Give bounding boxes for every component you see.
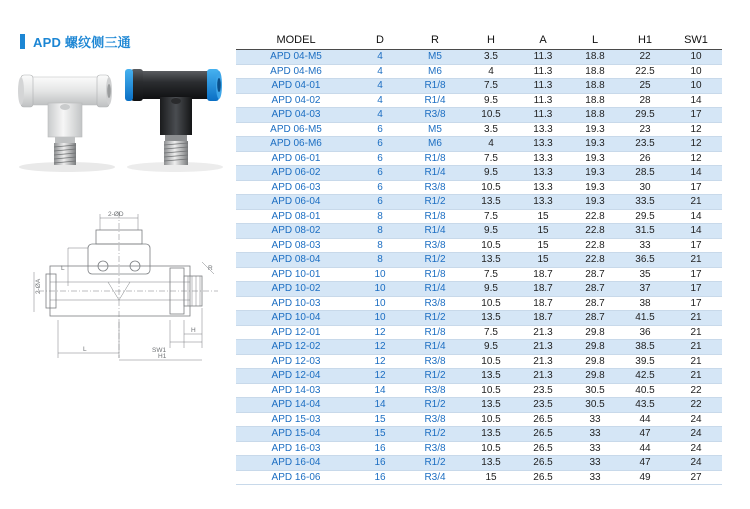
table-row	[236, 325, 722, 340]
label-diameter-d: 2-ØD	[108, 211, 124, 218]
cell-sw1: 27	[670, 470, 722, 485]
col-header-l: L	[570, 30, 620, 50]
cell-model: APD 08-01	[236, 209, 356, 224]
cell-model: APD 16-06	[236, 470, 356, 485]
cell-model: APD 15-03	[236, 412, 356, 427]
cell-r: R3/8	[404, 296, 466, 311]
cell-d: 6	[356, 166, 404, 181]
cell-model: APD 06-04	[236, 195, 356, 210]
cell-h: 7.5	[466, 79, 516, 94]
cell-model: APD 06-02	[236, 166, 356, 181]
cell-l: 29.8	[570, 354, 620, 369]
cell-sw1: 24	[670, 427, 722, 442]
cell-sw1: 14	[670, 209, 722, 224]
cell-model: APD 10-02	[236, 282, 356, 297]
table-row	[236, 282, 722, 297]
cell-r: R1/4	[404, 224, 466, 239]
cell-h: 10.5	[466, 238, 516, 253]
col-header-sw1: SW1	[670, 30, 722, 50]
table-row	[236, 137, 722, 152]
cell-d: 6	[356, 137, 404, 152]
cell-a: 18.7	[516, 267, 570, 282]
cell-d: 4	[356, 64, 404, 79]
cell-l: 33	[570, 470, 620, 485]
cell-h1: 33.5	[620, 195, 670, 210]
table-row	[236, 195, 722, 210]
table-row	[236, 296, 722, 311]
cell-d: 15	[356, 412, 404, 427]
cell-h: 10.5	[466, 441, 516, 456]
cell-r: R1/2	[404, 195, 466, 210]
cell-d: 8	[356, 253, 404, 268]
cell-a: 13.3	[516, 195, 570, 210]
cell-h: 4	[466, 64, 516, 79]
cell-model: APD 10-04	[236, 311, 356, 326]
cell-h: 7.5	[466, 151, 516, 166]
cell-r: R1/4	[404, 166, 466, 181]
cell-l: 28.7	[570, 282, 620, 297]
col-header-r: R	[404, 30, 466, 50]
table-row	[236, 151, 722, 166]
cell-model: APD 10-03	[236, 296, 356, 311]
cell-a: 11.3	[516, 93, 570, 108]
cell-h: 9.5	[466, 93, 516, 108]
cell-sw1: 12	[670, 122, 722, 137]
col-header-a: A	[516, 30, 570, 50]
cell-h: 10.5	[466, 354, 516, 369]
cell-model: APD 14-04	[236, 398, 356, 413]
cell-sw1: 12	[670, 151, 722, 166]
col-header-h: H	[466, 30, 516, 50]
cell-d: 4	[356, 79, 404, 94]
table-row	[236, 398, 722, 413]
cell-h: 9.5	[466, 166, 516, 181]
table-row	[236, 224, 722, 239]
spec-table	[236, 30, 722, 485]
cell-h: 3.5	[466, 122, 516, 137]
cell-model: APD 08-04	[236, 253, 356, 268]
label-l-vertical: L	[61, 265, 65, 272]
product-photo	[15, 55, 227, 175]
cell-h: 10.5	[466, 412, 516, 427]
cell-model: APD 06-03	[236, 180, 356, 195]
cell-d: 4	[356, 108, 404, 123]
cell-model: APD 12-03	[236, 354, 356, 369]
cell-model: APD 06-M5	[236, 122, 356, 137]
cell-sw1: 24	[670, 441, 722, 456]
label-diameter-a: 2-ØA	[35, 278, 42, 294]
cell-sw1: 17	[670, 108, 722, 123]
cell-l: 30.5	[570, 398, 620, 413]
title-text: APD 螺纹侧三通	[33, 34, 131, 50]
cell-model: APD 14-03	[236, 383, 356, 398]
cell-d: 14	[356, 398, 404, 413]
cell-r: R1/2	[404, 456, 466, 471]
cell-h1: 22	[620, 50, 670, 65]
cell-l: 33	[570, 441, 620, 456]
cell-h1: 29.5	[620, 108, 670, 123]
table-row	[236, 79, 722, 94]
cell-h1: 36.5	[620, 253, 670, 268]
table-row	[236, 50, 722, 65]
cell-l: 29.8	[570, 369, 620, 384]
cell-model: APD 04-03	[236, 108, 356, 123]
cell-d: 4	[356, 50, 404, 65]
cell-r: R3/8	[404, 180, 466, 195]
cell-l: 18.8	[570, 93, 620, 108]
cell-h: 10.5	[466, 296, 516, 311]
cell-r: R1/2	[404, 253, 466, 268]
cell-d: 8	[356, 238, 404, 253]
table-row	[236, 253, 722, 268]
cell-l: 28.7	[570, 267, 620, 282]
cell-l: 33	[570, 412, 620, 427]
cell-model: APD 12-01	[236, 325, 356, 340]
cell-h1: 38	[620, 296, 670, 311]
cell-d: 10	[356, 296, 404, 311]
cell-sw1: 21	[670, 369, 722, 384]
cell-l: 19.3	[570, 180, 620, 195]
cell-r: M5	[404, 50, 466, 65]
cell-l: 22.8	[570, 209, 620, 224]
cell-model: APD 04-M6	[236, 64, 356, 79]
cell-sw1: 10	[670, 79, 722, 94]
cell-h1: 33	[620, 238, 670, 253]
table-row	[236, 209, 722, 224]
cell-d: 12	[356, 340, 404, 355]
cell-d: 16	[356, 456, 404, 471]
cell-l: 18.8	[570, 79, 620, 94]
cell-r: M6	[404, 64, 466, 79]
cell-l: 29.8	[570, 340, 620, 355]
label-h1: H1	[158, 353, 167, 360]
cell-r: R1/8	[404, 325, 466, 340]
cell-d: 16	[356, 441, 404, 456]
cell-h1: 23.5	[620, 137, 670, 152]
cell-h1: 44	[620, 441, 670, 456]
cell-r: R1/4	[404, 93, 466, 108]
cell-a: 18.7	[516, 282, 570, 297]
col-header-h1: H1	[620, 30, 670, 50]
cell-r: R1/4	[404, 340, 466, 355]
table-row	[236, 311, 722, 326]
cell-h: 13.5	[466, 456, 516, 471]
cell-h1: 26	[620, 151, 670, 166]
table-row	[236, 166, 722, 181]
cell-sw1: 10	[670, 64, 722, 79]
cell-a: 15	[516, 253, 570, 268]
cell-a: 26.5	[516, 441, 570, 456]
cell-sw1: 22	[670, 383, 722, 398]
cell-l: 19.3	[570, 166, 620, 181]
cell-d: 12	[356, 325, 404, 340]
cell-d: 6	[356, 180, 404, 195]
cell-r: R3/8	[404, 383, 466, 398]
cell-h1: 39.5	[620, 354, 670, 369]
cell-l: 19.3	[570, 137, 620, 152]
cell-h: 7.5	[466, 209, 516, 224]
cell-sw1: 21	[670, 195, 722, 210]
cell-a: 15	[516, 238, 570, 253]
cell-l: 18.8	[570, 64, 620, 79]
cell-h: 13.5	[466, 253, 516, 268]
cell-d: 8	[356, 224, 404, 239]
cell-h: 7.5	[466, 267, 516, 282]
table-row	[236, 180, 722, 195]
cell-h: 9.5	[466, 224, 516, 239]
cell-a: 13.3	[516, 180, 570, 195]
cell-model: APD 12-02	[236, 340, 356, 355]
cell-a: 15	[516, 209, 570, 224]
cell-l: 28.7	[570, 311, 620, 326]
table-row	[236, 470, 722, 485]
cell-h: 13.5	[466, 195, 516, 210]
table-row	[236, 412, 722, 427]
cell-r: M5	[404, 122, 466, 137]
cell-h: 7.5	[466, 325, 516, 340]
dimension-drawing	[28, 208, 224, 380]
cell-l: 19.3	[570, 122, 620, 137]
cell-sw1: 21	[670, 354, 722, 369]
cell-h1: 29.5	[620, 209, 670, 224]
cell-d: 12	[356, 369, 404, 384]
cell-r: R3/8	[404, 441, 466, 456]
cell-h: 13.5	[466, 427, 516, 442]
cell-sw1: 24	[670, 456, 722, 471]
cell-h1: 43.5	[620, 398, 670, 413]
cell-l: 18.8	[570, 50, 620, 65]
table-row	[236, 456, 722, 471]
cell-model: APD 04-01	[236, 79, 356, 94]
cell-h1: 37	[620, 282, 670, 297]
cell-l: 30.5	[570, 383, 620, 398]
cell-r: R3/8	[404, 412, 466, 427]
cell-h: 9.5	[466, 340, 516, 355]
cell-h: 13.5	[466, 398, 516, 413]
cell-h1: 25	[620, 79, 670, 94]
cell-h: 13.5	[466, 311, 516, 326]
cell-sw1: 21	[670, 325, 722, 340]
cell-r: R3/8	[404, 108, 466, 123]
cell-a: 13.3	[516, 166, 570, 181]
cell-sw1: 17	[670, 238, 722, 253]
table-row	[236, 93, 722, 108]
cell-a: 11.3	[516, 64, 570, 79]
cell-a: 11.3	[516, 50, 570, 65]
cell-sw1: 12	[670, 137, 722, 152]
cell-a: 26.5	[516, 456, 570, 471]
cell-sw1: 14	[670, 93, 722, 108]
cell-a: 13.3	[516, 137, 570, 152]
cell-h1: 31.5	[620, 224, 670, 239]
cell-d: 6	[356, 122, 404, 137]
cell-r: R1/8	[404, 209, 466, 224]
table-row	[236, 64, 722, 79]
cell-a: 18.7	[516, 311, 570, 326]
cell-h1: 35	[620, 267, 670, 282]
cell-model: APD 08-02	[236, 224, 356, 239]
black-tee-fitting	[125, 69, 223, 172]
cell-h1: 40.5	[620, 383, 670, 398]
cell-r: R3/4	[404, 470, 466, 485]
cell-model: APD 06-M6	[236, 137, 356, 152]
label-l: L	[83, 346, 87, 353]
cell-a: 13.3	[516, 122, 570, 137]
cell-h1: 28	[620, 93, 670, 108]
cell-h: 9.5	[466, 282, 516, 297]
cell-sw1: 14	[670, 224, 722, 239]
cell-h1: 42.5	[620, 369, 670, 384]
table-row	[236, 383, 722, 398]
cell-sw1: 21	[670, 340, 722, 355]
table-header-row	[236, 30, 722, 50]
cell-d: 6	[356, 195, 404, 210]
cell-sw1: 17	[670, 180, 722, 195]
cell-d: 12	[356, 354, 404, 369]
col-header-d: D	[356, 30, 404, 50]
cell-l: 28.7	[570, 296, 620, 311]
cell-h1: 44	[620, 412, 670, 427]
table-row	[236, 354, 722, 369]
cell-model: APD 12-04	[236, 369, 356, 384]
cell-l: 18.8	[570, 108, 620, 123]
cell-h1: 30	[620, 180, 670, 195]
cell-h1: 41.5	[620, 311, 670, 326]
table-row	[236, 427, 722, 442]
label-r: R	[208, 265, 213, 272]
cell-h1: 49	[620, 470, 670, 485]
cell-sw1: 17	[670, 282, 722, 297]
cell-h1: 28.5	[620, 166, 670, 181]
cell-h: 3.5	[466, 50, 516, 65]
cell-d: 15	[356, 427, 404, 442]
cell-h1: 47	[620, 427, 670, 442]
cell-r: R1/8	[404, 79, 466, 94]
cell-model: APD 06-01	[236, 151, 356, 166]
table-row	[236, 441, 722, 456]
cell-a: 11.3	[516, 108, 570, 123]
cell-r: R1/2	[404, 311, 466, 326]
cell-a: 23.5	[516, 398, 570, 413]
cell-model: APD 16-03	[236, 441, 356, 456]
cell-a: 13.3	[516, 151, 570, 166]
cell-sw1: 21	[670, 253, 722, 268]
cell-sw1: 17	[670, 296, 722, 311]
title-accent-bar	[20, 34, 25, 49]
cell-h1: 47	[620, 456, 670, 471]
cell-d: 6	[356, 151, 404, 166]
cell-d: 4	[356, 93, 404, 108]
cell-r: R1/4	[404, 282, 466, 297]
cell-a: 21.3	[516, 354, 570, 369]
cell-h: 15	[466, 470, 516, 485]
cell-d: 8	[356, 209, 404, 224]
cell-a: 23.5	[516, 383, 570, 398]
cell-l: 29.8	[570, 325, 620, 340]
cell-l: 33	[570, 456, 620, 471]
cell-l: 19.3	[570, 195, 620, 210]
cell-h1: 22.5	[620, 64, 670, 79]
table-row	[236, 122, 722, 137]
cell-h: 13.5	[466, 369, 516, 384]
white-tee-fitting	[18, 75, 115, 172]
cell-model: APD 16-04	[236, 456, 356, 471]
cell-r: R1/2	[404, 369, 466, 384]
cell-l: 33	[570, 427, 620, 442]
cell-l: 22.8	[570, 253, 620, 268]
cell-r: M6	[404, 137, 466, 152]
cell-a: 18.7	[516, 296, 570, 311]
cell-h: 10.5	[466, 383, 516, 398]
cell-l: 22.8	[570, 238, 620, 253]
cell-model: APD 08-03	[236, 238, 356, 253]
cell-sw1: 10	[670, 50, 722, 65]
table-row	[236, 238, 722, 253]
label-sw1: SW1	[152, 347, 167, 354]
cell-sw1: 22	[670, 398, 722, 413]
cell-a: 11.3	[516, 79, 570, 94]
cell-model: APD 10-01	[236, 267, 356, 282]
cell-r: R1/8	[404, 267, 466, 282]
cell-h: 4	[466, 137, 516, 152]
cell-sw1: 14	[670, 166, 722, 181]
cell-h1: 23	[620, 122, 670, 137]
cell-a: 21.3	[516, 369, 570, 384]
cell-r: R1/8	[404, 151, 466, 166]
cell-a: 15	[516, 224, 570, 239]
table-row	[236, 267, 722, 282]
cell-d: 10	[356, 311, 404, 326]
cell-d: 10	[356, 267, 404, 282]
label-h: H	[191, 327, 196, 334]
col-header-model: MODEL	[236, 30, 356, 50]
table-body	[236, 50, 722, 485]
cell-r: R3/8	[404, 238, 466, 253]
cell-sw1: 17	[670, 267, 722, 282]
cell-model: APD 04-M5	[236, 50, 356, 65]
section-title	[20, 33, 131, 49]
cell-l: 22.8	[570, 224, 620, 239]
table-row	[236, 340, 722, 355]
cell-a: 26.5	[516, 412, 570, 427]
cell-sw1: 21	[670, 311, 722, 326]
cell-d: 14	[356, 383, 404, 398]
cell-a: 21.3	[516, 325, 570, 340]
cell-sw1: 24	[670, 412, 722, 427]
cell-a: 26.5	[516, 470, 570, 485]
cell-d: 10	[356, 282, 404, 297]
cell-a: 26.5	[516, 427, 570, 442]
table-row	[236, 369, 722, 384]
cell-a: 21.3	[516, 340, 570, 355]
cell-h: 10.5	[466, 180, 516, 195]
cell-h1: 38.5	[620, 340, 670, 355]
cell-h1: 36	[620, 325, 670, 340]
cell-h: 10.5	[466, 108, 516, 123]
table-row	[236, 108, 722, 123]
cell-d: 16	[356, 470, 404, 485]
cell-model: APD 15-04	[236, 427, 356, 442]
cell-r: R1/2	[404, 427, 466, 442]
cell-model: APD 04-02	[236, 93, 356, 108]
cell-r: R3/8	[404, 354, 466, 369]
cell-r: R1/2	[404, 398, 466, 413]
cell-l: 19.3	[570, 151, 620, 166]
